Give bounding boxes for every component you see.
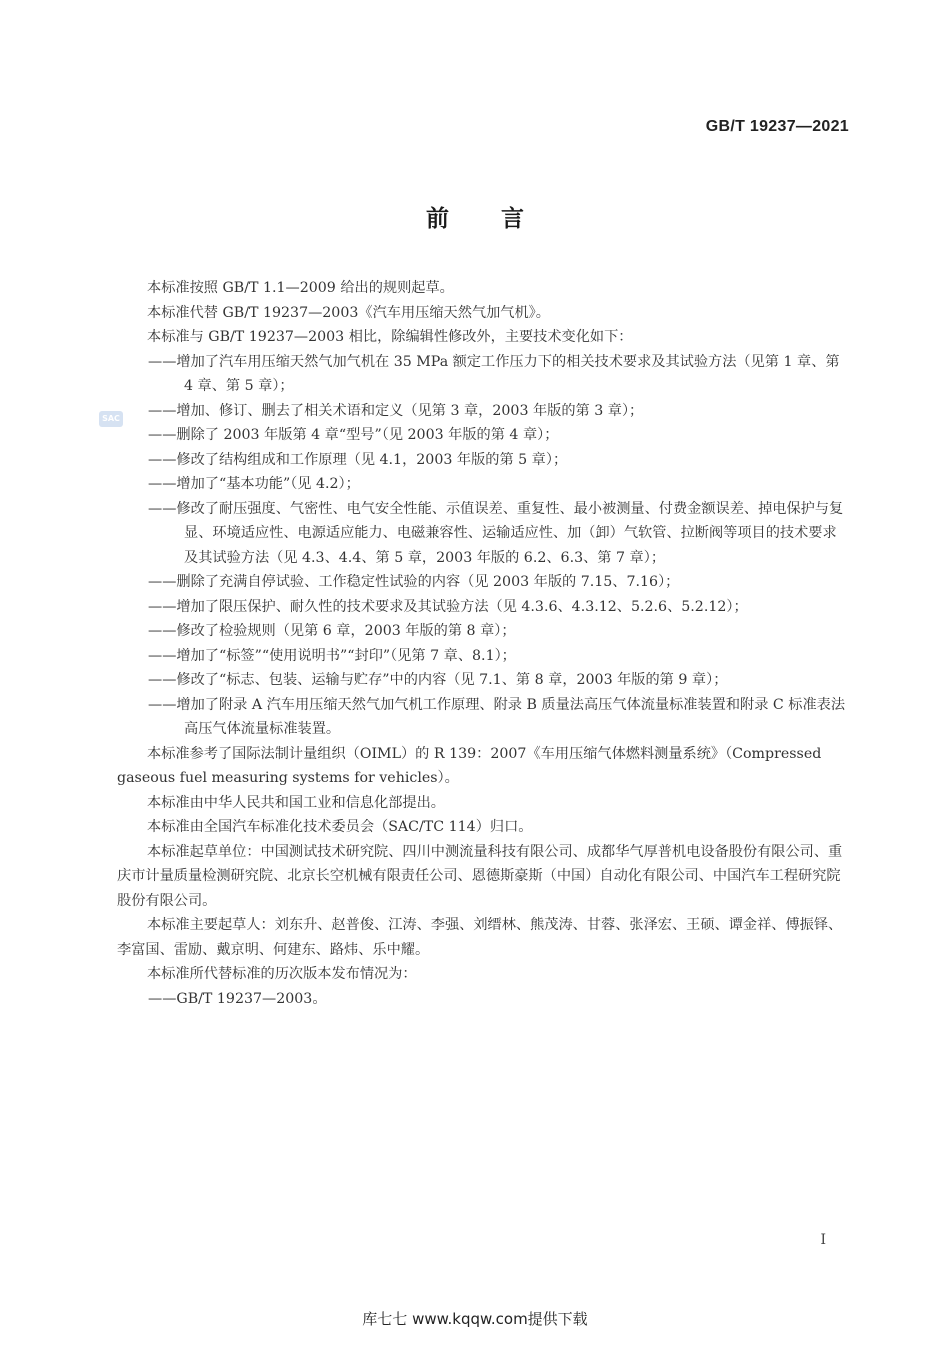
change-item: ——删除了 2003 年版第 4 章“型号”（见 2003 年版的第 4 章）；	[148, 427, 559, 443]
change-item: ——修改了检验规则（见第 6 章，2003 年版的第 8 章）；	[148, 623, 516, 639]
paragraph: 本标准参考了国际法制计量组织（OIML）的 R 139：2007《车用压缩气体燃料测量系统》（Compressed gaseous fuel measuring systems for vehicles）。	[117, 745, 822, 786]
change-item: ——修改了“标志、包装、运输与贮存”中的内容（见 7.1、第 8 章，2003 年版的第 9 章）；	[148, 672, 728, 688]
paragraph: 本标准由全国汽车标准化技术委员会（SAC/TC 114）归口。	[147, 819, 533, 835]
sac-stamp-icon: SAC	[99, 411, 123, 427]
change-item: ——修改了耐压强度、气密性、电气安全性能、示值误差、重复性、最小被测量、付费金额误差、掉电保护与复显、环境适应性、电源适应能力、电磁兼容性、运输适应性、加（卸）气软管、拉断阀等项目的技术要求及其试验方法（见 4.3、4.4、第 5 章，2003 年版的 6.2、6.3、第 7 章）；	[148, 500, 844, 566]
history-item: ——GB/T 19237—2003。	[148, 990, 327, 1007]
paragraph: 本标准由中华人民共和国工业和信息化部提出。	[147, 794, 445, 811]
page-number: I	[820, 1232, 826, 1248]
paragraph: 本标准与 GB/T 19237—2003 相比，除编辑性修改外，主要技术变化如下：	[147, 329, 633, 345]
change-item: ——删除了充满自停试验、工作稳定性试验的内容（见 2003 年版的 7.15、7.16）；	[148, 574, 680, 590]
standard-code: GB/T 19237—2021	[705, 118, 849, 135]
preface-body	[117, 276, 847, 1011]
change-item: ——增加了限压保护、耐久性的技术要求及其试验方法（见 4.3.6、4.3.12、5.2.6、5.2.12）；	[148, 598, 748, 615]
paragraph: 本标准起草单位：中国测试技术研究院、四川中测流量科技有限公司、成都华气厚普机电设备股份有限公司、重庆市计量质量检测研究院、北京长空机械有限责任公司、恩德斯豪斯（中国）自动化有限公司、中国汽车工程研究院股份有限公司。	[117, 843, 843, 909]
change-item: ——增加、修订、删去了相关术语和定义（见第 3 章，2003 年版的第 3 章）；	[148, 402, 644, 419]
paragraph: 本标准代替 GB/T 19237—2003《汽车用压缩天然气加气机》。	[147, 304, 550, 321]
change-item: ——增加了“基本功能”（见 4.2）；	[148, 476, 360, 492]
change-item: ——增加了附录 A 汽车用压缩天然气加气机工作原理、附录 B 质量法高压气体流量标准装置和附录 C 标准表法高压气体流量标准装置。	[148, 696, 846, 737]
footer-watermark: 库七七 www.kqqw.com提供下载	[362, 1310, 588, 1328]
paragraph: 本标准主要起草人：刘东升、赵普俊、江涛、李强、刘缙林、熊茂涛、甘蓉、张泽宏、王硕、谭金祥、傅振铎、李富国、雷励、戴京明、何建东、路炜、乐中耀。	[117, 917, 843, 958]
paragraph: 本标准所代替标准的历次版本发布情况为：	[147, 966, 417, 982]
change-item: ——增加了汽车用压缩天然气加气机在 35 MPa 额定工作压力下的相关技术要求及其试验方法（见第 1 章、第 4 章、第 5 章）；	[148, 353, 840, 394]
page-title: 前言	[426, 206, 576, 232]
paragraph: 本标准按照 GB/T 1.1—2009 给出的规则起草。	[147, 280, 454, 296]
change-item: ——增加了“标签”“使用说明书”“封印”（见第 7 章、8.1）；	[148, 647, 516, 664]
change-item: ——修改了结构组成和工作原理（见 4.1，2003 年版的第 5 章）；	[148, 451, 568, 468]
